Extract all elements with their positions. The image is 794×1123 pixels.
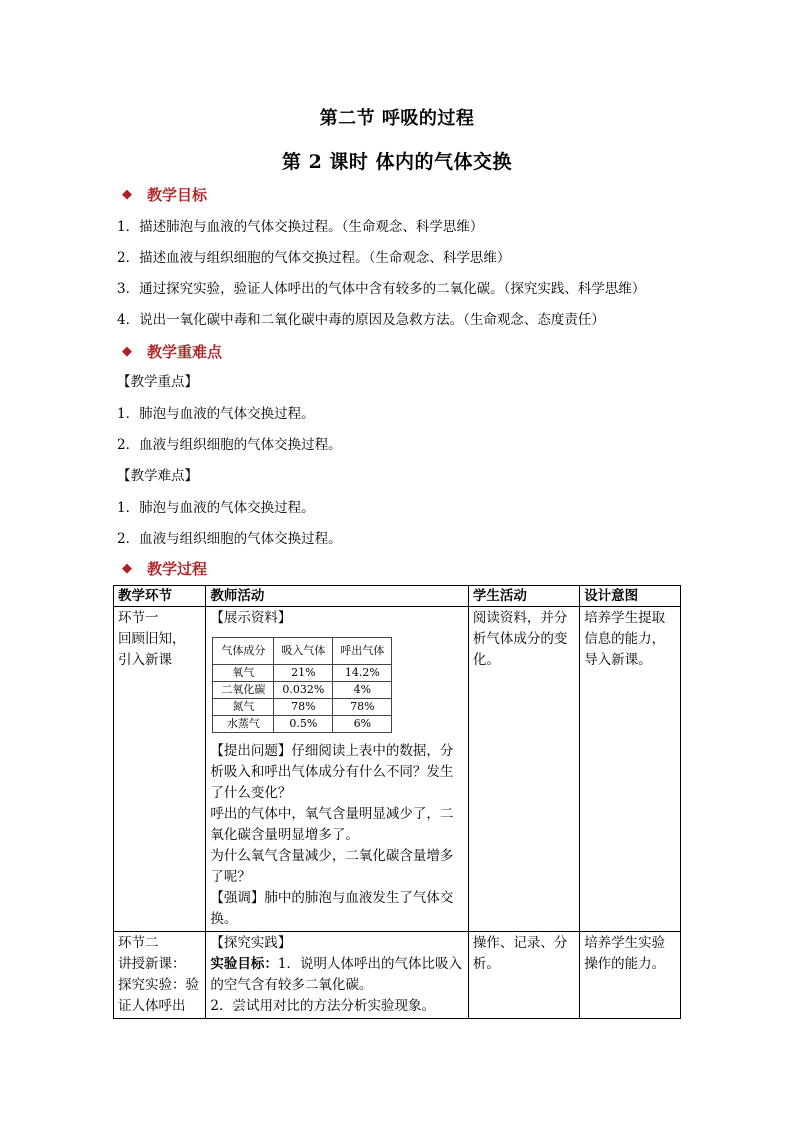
gas-header-cell: 呼出气体 [333, 638, 392, 665]
section-heading-process [122, 559, 207, 579]
stage-cell: 环节二 讲授新课： 探究实验：验证人体呼出 [114, 932, 206, 1019]
student-activity-cell: 操作、记录、分析。 [468, 932, 579, 1019]
experiment-goal-label: 实验目标： [210, 956, 278, 972]
gas-header-cell: 气体成分 [213, 638, 274, 665]
teacher-intro: 【探究实践】 [210, 935, 292, 951]
section-heading-label: 教学重难点 [147, 343, 223, 361]
gas-composition-table [212, 637, 392, 733]
gas-cell: 氮气 [213, 699, 274, 716]
section-heading-keypoints [122, 342, 222, 362]
gas-cell: 6% [333, 716, 392, 733]
goal-item: 1．描述肺泡与血液的气体交换过程。（生命观念、科学思维） [117, 219, 484, 235]
difficulty-item: 1．肺泡与血液的气体交换过程。 [117, 500, 315, 516]
header-cell: 教师活动 [206, 586, 469, 607]
header-cell: 教学环节 [114, 586, 206, 607]
goal-item: 4．说出一氧化碳中毒和二氧化碳中毒的原因及急救方法。（生命观念、态度责任） [117, 312, 605, 328]
teacher-questions: 【提出问题】仔细阅读上表中的数据，分析吸入和呼出气体成分有什么不同？发生了什么变化？ 呼出的气体中，氧气含量明显减少了，二氧化碳含量明显增多了。 为什么氧气含量减少，二氧化碳含量增多了呢？ 【强调】肺中的肺泡与血液发生了气体交换。 [210, 743, 454, 927]
gas-cell: 0.5% [274, 716, 333, 733]
design-purpose-cell: 培养学生提取信息的能力，导入新课。 [580, 607, 681, 932]
difficulty-item: 2．血液与组织细胞的气体交换过程。 [117, 531, 342, 547]
focus-item: 2．血液与组织细胞的气体交换过程。 [117, 437, 342, 453]
gas-cell: 二氧化碳 [213, 682, 274, 699]
gas-table-header-row [213, 638, 392, 665]
focus-item: 1．肺泡与血液的气体交换过程。 [117, 406, 315, 422]
experiment-goal [210, 954, 464, 996]
gas-cell: 21% [274, 665, 333, 682]
teacher-intro: 【展示资料】 [210, 610, 292, 626]
header-cell: 设计意图 [580, 586, 681, 607]
page-title: 第二节 呼吸的过程 [319, 108, 475, 129]
process-table [113, 585, 681, 1019]
gas-cell: 0.032% [274, 682, 333, 699]
gas-cell: 水蒸气 [213, 716, 274, 733]
gas-cell: 78% [274, 699, 333, 716]
section-heading-label: 教学过程 [147, 560, 208, 578]
experiment-goal-1: 1．说明人体呼出的气体比吸入的空气含有较多二氧化碳。 [210, 956, 462, 993]
header-cell: 学生活动 [468, 586, 579, 607]
table-header-row [114, 586, 681, 607]
stage-cell: 环节一 回顾旧知， 引入新课 [114, 607, 206, 932]
gas-cell: 4% [333, 682, 392, 699]
gas-table-row [213, 699, 392, 716]
diamond-bullet-icon: ◆ [122, 344, 132, 359]
lesson-subtitle: 第 2 课时 体内的气体交换 [281, 151, 513, 173]
teacher-activity-cell [206, 932, 469, 1019]
gas-table-row [213, 682, 392, 699]
diamond-bullet-icon: ◆ [122, 187, 132, 202]
experiment-goal-2: 2．尝试用对比的方法分析实验现象。 [210, 998, 435, 1014]
table-row [114, 607, 681, 932]
focus-label: 【教学重点】 [117, 374, 198, 390]
difficulty-label: 【教学难点】 [117, 468, 198, 484]
teacher-activity-cell [206, 607, 469, 932]
design-purpose-cell: 培养学生实验操作的能力。 [580, 932, 681, 1019]
diamond-bullet-icon: ◆ [122, 561, 132, 576]
gas-header-cell: 吸入气体 [274, 638, 333, 665]
section-heading-goals [122, 185, 207, 205]
section-heading-label: 教学目标 [147, 186, 208, 204]
student-activity-cell: 阅读资料，并分析气体成分的变化。 [468, 607, 579, 932]
goal-item: 3．通过探究实验，验证人体呼出的气体中含有较多的二氧化碳。（探究实践、科学思维） [117, 281, 646, 297]
gas-cell: 78% [333, 699, 392, 716]
gas-cell: 14.2% [333, 665, 392, 682]
gas-cell: 氧气 [213, 665, 274, 682]
table-row [114, 932, 681, 1019]
gas-table-row [213, 716, 392, 733]
goal-item: 2．描述血液与组织细胞的气体交换过程。（生命观念、科学思维） [117, 250, 511, 266]
gas-table-row [213, 665, 392, 682]
